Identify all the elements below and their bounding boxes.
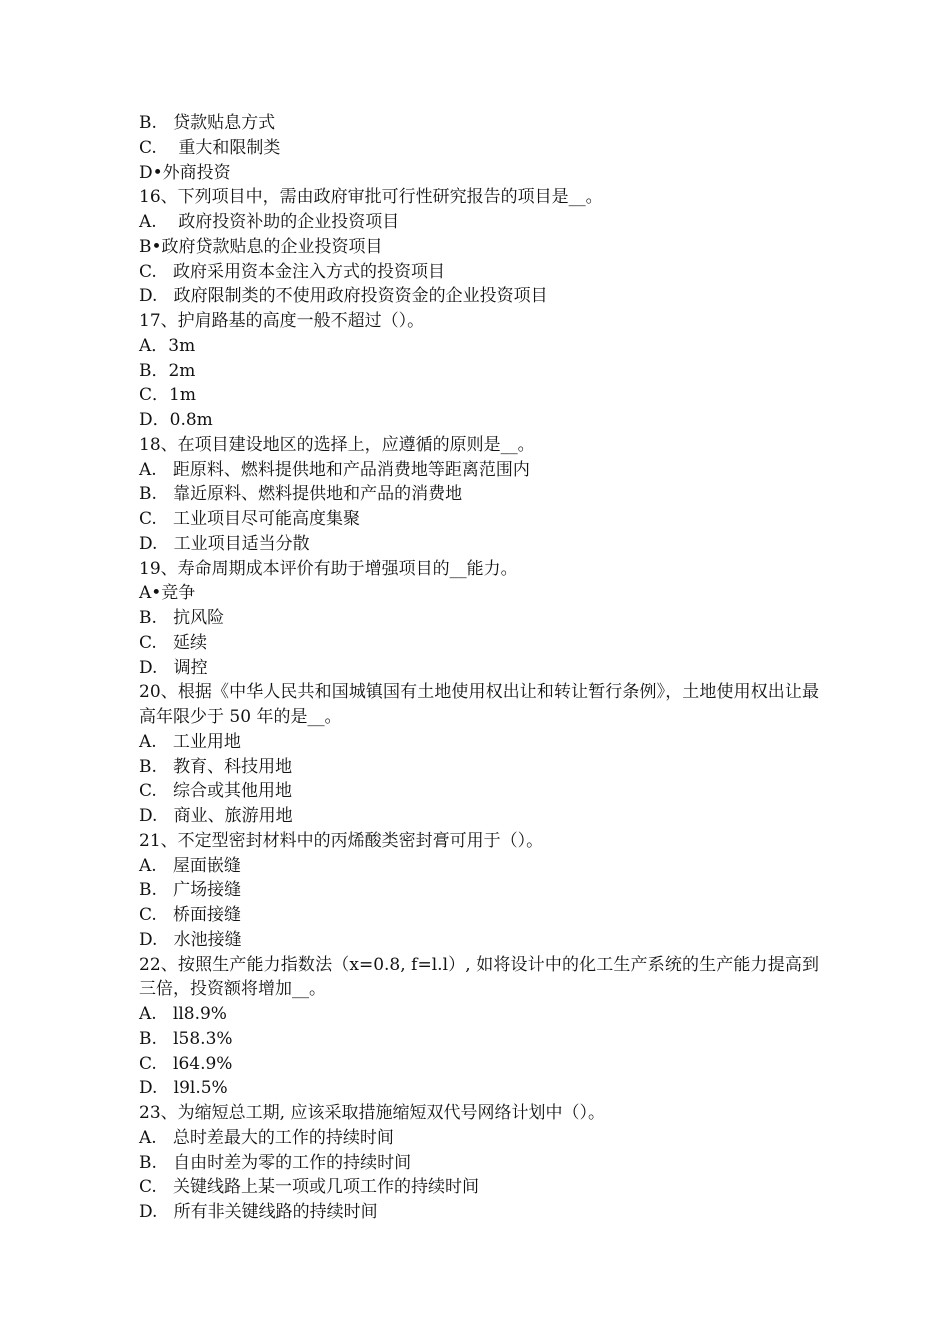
question-line: 19、寿命周期成本评价有助于增强项目的__能力。 — [139, 558, 518, 579]
option-line: C．1m — [139, 385, 196, 406]
option-line: D. l9l.5% — [139, 1078, 228, 1099]
option-line: D. 政府限制类的不使用政府投资资金的企业投资项目 — [139, 286, 548, 307]
option-line: C. 重大和限制类 — [139, 137, 281, 158]
option-line: D. 商业、旅游用地 — [139, 806, 293, 826]
question-line: 22、按照生产能力指数法（x=0.8, f=l.l）, 如将设计中的化工生产系统的生产能力提高到三倍，投资额将增加__。 — [139, 954, 819, 1000]
option-line: A. 政府投资补助的企业投资项目 — [139, 212, 400, 232]
document-body — [139, 111, 819, 1225]
option-line: B. 自由时差为零的工作的持续时间 — [139, 1152, 412, 1173]
option-line: A•竞争 — [139, 583, 196, 604]
option-line: B. l58.3% — [139, 1028, 233, 1049]
option-line: A. 总时差最大的工作的持续时间 — [139, 1127, 394, 1148]
option-line: B. 广场接缝 — [139, 880, 242, 901]
option-line: D．0.8m — [139, 410, 213, 430]
option-line: C. 工业项目尽可能高度集聚 — [139, 509, 361, 529]
option-line: A. ll8.9% — [139, 1004, 227, 1024]
option-line: C. 综合或其他用地 — [139, 781, 293, 802]
question-line: 18、在项目建设地区的选择上，应遵循的原则是__。 — [139, 434, 535, 455]
option-line: D. 所有非关键线路的持续时间 — [139, 1202, 378, 1222]
option-line: C. 延续 — [139, 632, 208, 653]
option-line: C. 政府采用资本金注入方式的投资项目 — [139, 261, 446, 282]
option-line: B•政府贷款贴息的企业投资项目 — [139, 236, 383, 257]
option-line: D. 工业项目适当分散 — [139, 533, 310, 554]
option-line: A. 工业用地 — [139, 731, 241, 752]
question-line: 21、不定型密封材料中的丙烯酸类密封膏可用于（）。 — [139, 830, 544, 851]
option-line: B. 靠近原料、燃料提供地和产品的消费地 — [139, 484, 463, 505]
option-line: A. 屋面嵌缝 — [139, 855, 241, 876]
option-line: D•外商投资 — [139, 162, 231, 183]
option-line: B. 贷款贴息方式 — [139, 113, 276, 133]
option-line: B．2m — [139, 360, 196, 381]
option-line: D. 水池接缝 — [139, 929, 242, 950]
option-line: B. 教育、科技用地 — [139, 756, 293, 777]
question-line: 16、下列项目中，需由政府审批可行性研究报告的项目是__。 — [139, 187, 603, 208]
option-line: D. 调控 — [139, 657, 208, 678]
option-line: A. 距原料、燃料提供地和产品消费地等距离范围内 — [139, 459, 530, 480]
question-line: 23、为缩短总工期, 应该采取措施缩短双代号网络计划中（）。 — [139, 1103, 605, 1123]
option-line: C. 关键线路上某一项或几项工作的持续时间 — [139, 1177, 480, 1198]
question-line: 20、根据《中华人民共和国城镇国有土地使用权出让和转让暂行条例》，土地使用权出让最高年限少于 50 年的是__。 — [139, 682, 819, 727]
option-line: C. 桥面接缝 — [139, 905, 242, 925]
question-line: 17、护肩路基的高度一般不超过（）。 — [139, 311, 425, 331]
option-line: B. 抗风险 — [139, 608, 225, 628]
option-line: A．3m — [139, 335, 196, 356]
option-line: C. l64.9% — [139, 1053, 233, 1074]
